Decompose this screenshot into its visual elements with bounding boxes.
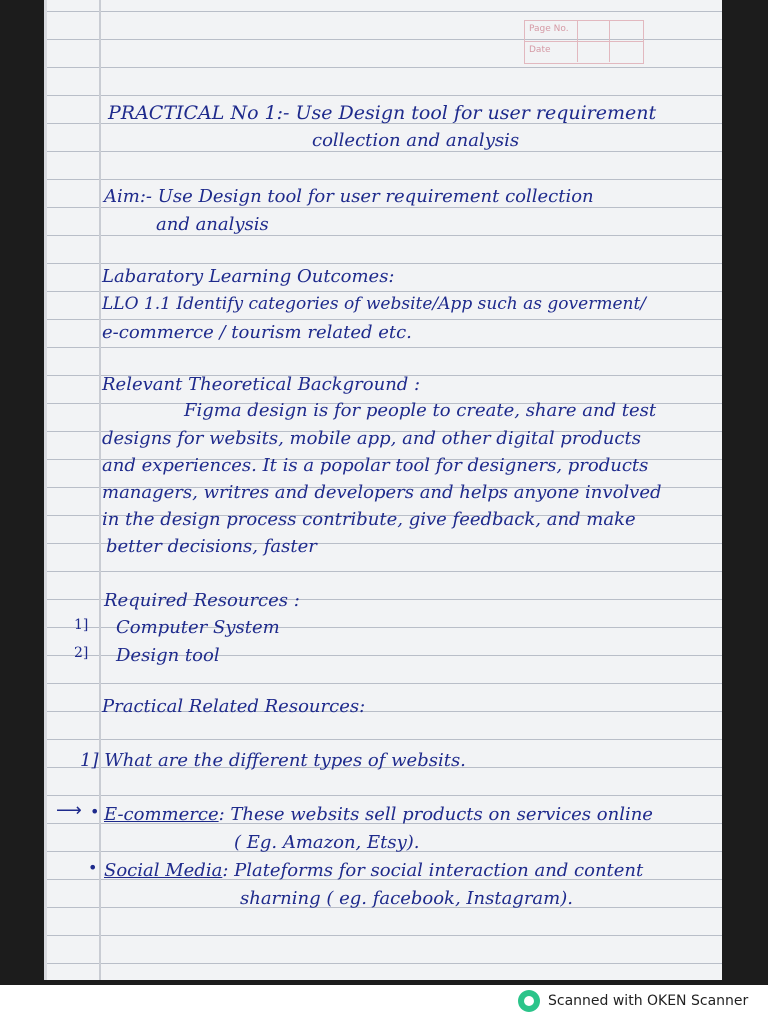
margin-line	[99, 0, 101, 980]
scanner-logo-icon	[518, 990, 540, 1012]
practical-title: PRACTICAL No 1:- Use Design tool for user requirement	[108, 102, 657, 124]
bullet-icon: •	[88, 858, 98, 877]
llo-line-1: LLO 1.1 Identify categories of website/App such as goverment/	[102, 294, 647, 314]
arrow-icon: ⟶	[56, 800, 82, 821]
background-line-3: and experiences. It is a popolar tool for designers, products	[102, 455, 649, 476]
date-label: Date	[529, 45, 551, 55]
question-1: 1] What are the different types of websits.	[80, 750, 466, 771]
scanner-watermark-text: Scanned with OKEN Scanner	[548, 993, 749, 1009]
notebook-page	[44, 0, 722, 980]
resource-2: Design tool	[116, 645, 220, 666]
scanner-watermark	[518, 990, 748, 1012]
aim-line-2: and analysis	[156, 214, 269, 235]
ecommerce-examples: ( Eg. Amazon, Etsy).	[234, 832, 420, 853]
resource-2-number: 2]	[74, 645, 89, 661]
social-media-examples: sharning ( eg. facebook, Instagram).	[240, 888, 573, 909]
social-media-description: : Plateforms for social interaction and content	[222, 860, 644, 881]
background-line-6: better decisions, faster	[106, 536, 317, 557]
practical-resources-heading: Practical Related Resources:	[102, 696, 366, 717]
page-no-label: Page No.	[529, 24, 569, 34]
background-line-2: designs for websits, mobile app, and other digital products	[102, 428, 641, 449]
page-header-box	[524, 20, 644, 64]
ecommerce-description: : These websits sell products on services online	[218, 804, 653, 825]
background-line-5: in the design process contribute, give feedback, and make	[102, 509, 636, 530]
llo-heading: Labaratory Learning Outcomes:	[102, 266, 395, 287]
ecommerce-term: E-commerce	[104, 804, 219, 825]
background-line-4: managers, writres and developers and helps anyone involved	[102, 482, 662, 503]
social-media-term: Social Media	[104, 860, 223, 881]
background-line-1: Figma design is for people to create, share and test	[184, 400, 657, 421]
resource-1: Computer System	[116, 617, 280, 638]
llo-line-2: e-commerce / tourism related etc.	[102, 322, 412, 343]
resource-1-number: 1]	[74, 617, 89, 633]
resources-heading: Required Resources :	[104, 590, 300, 611]
background-heading: Relevant Theoretical Background :	[102, 374, 421, 395]
page-edge	[44, 0, 47, 980]
practical-title-cont: collection and analysis	[312, 130, 520, 151]
bullet-icon: •	[90, 802, 100, 821]
aim-line-1: Aim:- Use Design tool for user requirement collection	[104, 186, 594, 207]
date-row	[525, 42, 643, 62]
page-no-row	[525, 21, 643, 42]
